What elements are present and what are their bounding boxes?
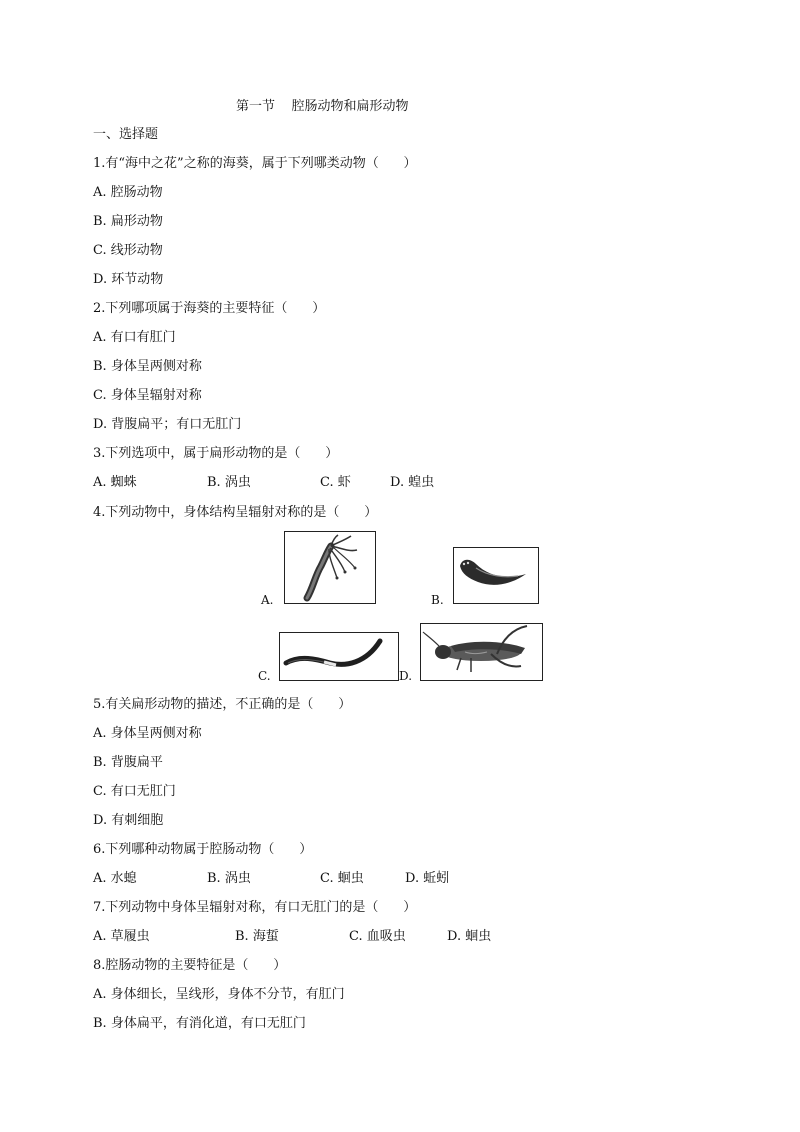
image-label-d: D. xyxy=(399,669,413,683)
image-label-c: C. xyxy=(258,669,271,683)
option-c: C. 虾 xyxy=(320,475,351,490)
option-b: B. 身体呈两侧对称 xyxy=(93,359,202,374)
question-stem: 1.有“海中之花”之称的海葵，属于下列哪类动物（ ） xyxy=(93,156,417,171)
planarian-icon xyxy=(454,548,538,603)
option-b: B. 涡虫 xyxy=(207,475,251,490)
option-d: D. 蚯蚓 xyxy=(405,871,450,886)
option-c: C. 有口无肛门 xyxy=(93,784,176,799)
option-a: A. 蜘蛛 xyxy=(93,475,137,490)
image-label-b: B. xyxy=(431,593,444,607)
option-d: D. 背腹扁平；有口无肛门 xyxy=(93,417,242,432)
image-box-d xyxy=(420,623,543,681)
option-c: C. 蛔虫 xyxy=(320,871,364,886)
option-c: C. 血吸虫 xyxy=(349,929,406,944)
option-d: D. 环节动物 xyxy=(93,272,164,287)
image-box-c xyxy=(279,632,399,681)
question-stem: 2.下列哪项属于海葵的主要特征（ ） xyxy=(93,301,326,316)
question-stem: 5.有关扁形动物的描述，不正确的是（ ） xyxy=(93,697,352,712)
option-b: B. 扁形动物 xyxy=(93,214,163,229)
option-c: C. 线形动物 xyxy=(93,243,163,258)
option-a: A. 草履虫 xyxy=(93,929,150,944)
image-box-b xyxy=(453,547,539,604)
option-b: B. 背腹扁平 xyxy=(93,755,163,770)
option-a: A. 身体细长，呈线形，身体不分节，有肛门 xyxy=(93,987,345,1002)
option-a: A. 腔肠动物 xyxy=(93,185,163,200)
roundworm-icon xyxy=(280,633,398,680)
image-box-a xyxy=(284,531,376,604)
option-c: C. 身体呈辐射对称 xyxy=(93,388,202,403)
option-d: D. 有刺细胞 xyxy=(93,813,164,828)
grasshopper-icon xyxy=(421,624,542,680)
page-title: 第一节 腔肠动物和扁形动物 xyxy=(236,99,409,114)
question-stem: 4.下列动物中，身体结构呈辐射对称的是（ ） xyxy=(93,505,378,520)
question-stem: 3.下列选项中，属于扁形动物的是（ ） xyxy=(93,446,339,461)
option-b: B. 涡虫 xyxy=(207,871,251,886)
question-stem: 7.下列动物中身体呈辐射对称，有口无肛门的是（ ） xyxy=(93,900,417,915)
question-stem: 6.下列哪种动物属于腔肠动物（ ） xyxy=(93,842,313,857)
option-a: A. 水螅 xyxy=(93,871,137,886)
option-a: A. 有口有肛门 xyxy=(93,330,176,345)
option-d: D. 蛔虫 xyxy=(447,929,492,944)
hydra-icon xyxy=(285,532,375,603)
question-stem: 8.腔肠动物的主要特征是（ ） xyxy=(93,958,287,973)
image-label-a: A. xyxy=(261,593,274,607)
option-b: B. 海蜇 xyxy=(235,929,279,944)
option-a: A. 身体呈两侧对称 xyxy=(93,726,202,741)
option-b: B. 身体扁平，有消化道，有口无肛门 xyxy=(93,1016,306,1031)
section-heading: 一、选择题 xyxy=(93,127,159,142)
option-d: D. 蝗虫 xyxy=(390,475,435,490)
